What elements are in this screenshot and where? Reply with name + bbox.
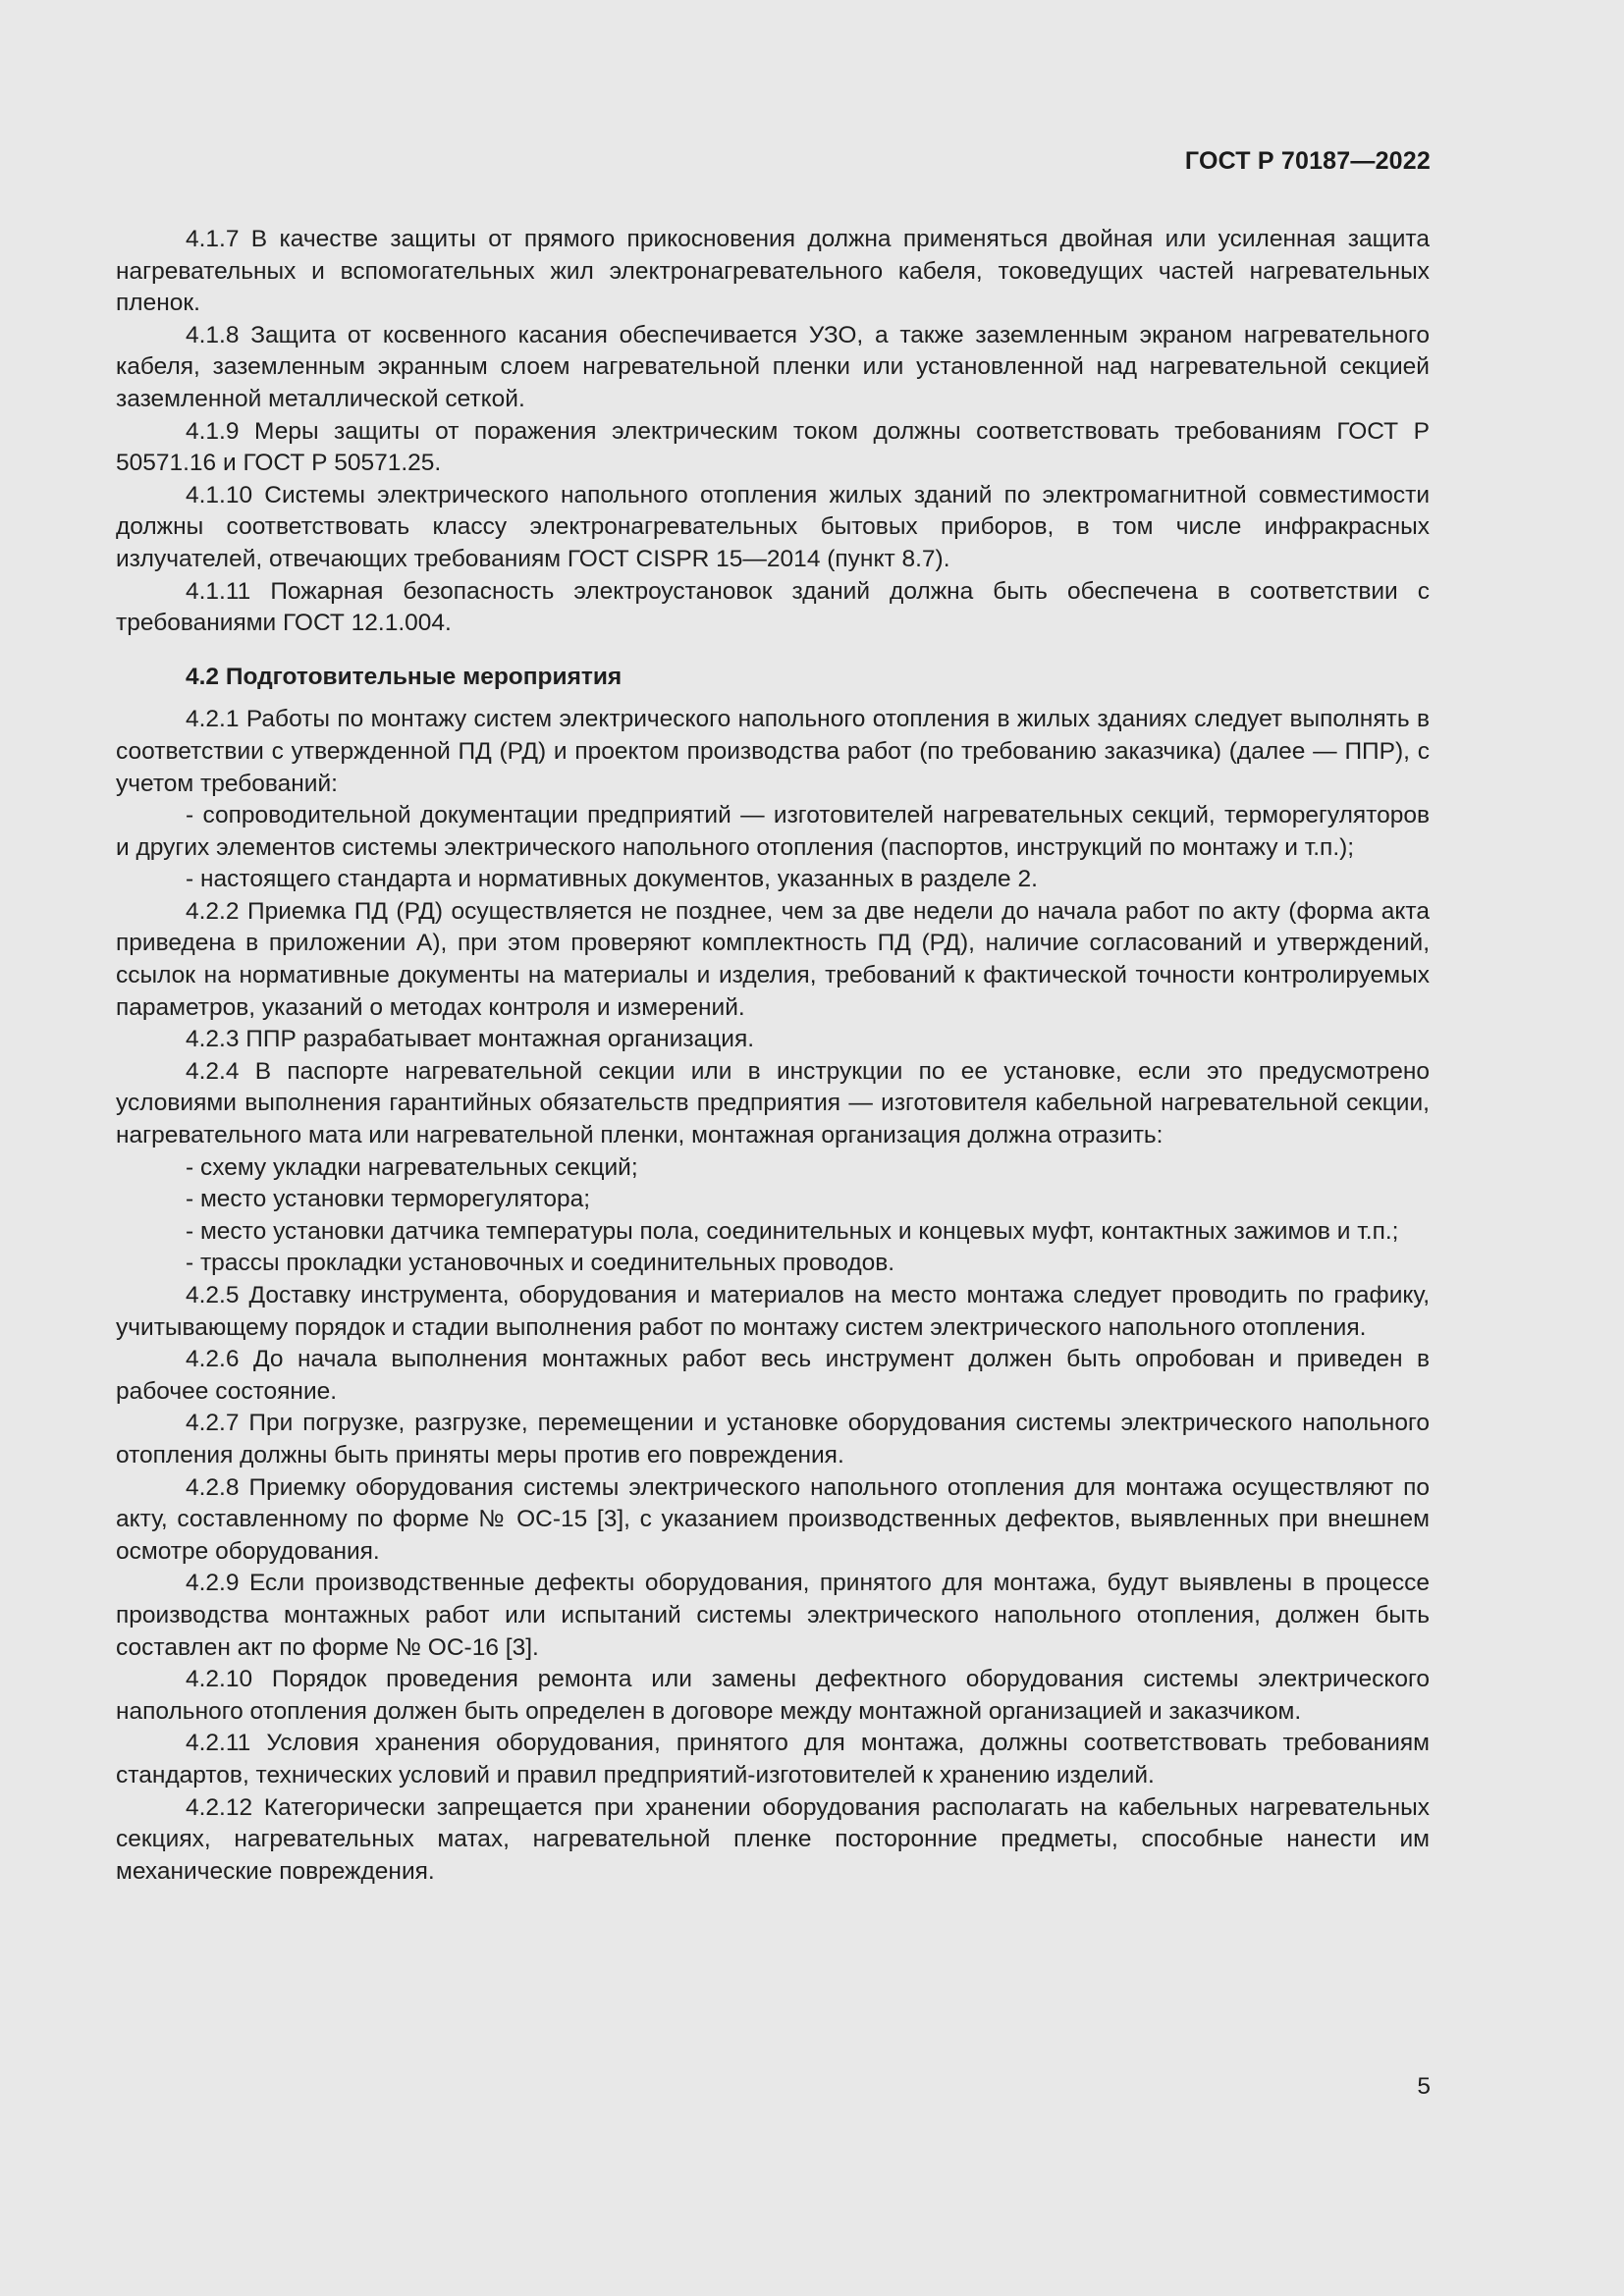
- paragraph-4-1-10: 4.1.10 Системы электрического напольного отопления жилых зданий по электромагнитной совместимости должны соответствовать классу электронагревательных бытовых приборов, в том числе инфракрасных излучателей, отвечающих требованиям ГОСТ CISPR 15—2014 (пункт 8.7).: [116, 481, 1430, 572]
- list-item: - место установки терморегулятора;: [186, 1186, 591, 1213]
- paragraph-4-2-3: 4.2.3 ППР разрабатывает монтажная организация.: [186, 1026, 755, 1053]
- paragraph-4-2-9: 4.2.9 Если производственные дефекты оборудования, принятого для монтажа, будут выявлены в процессе производства монтажных работ или испытаний системы электрического напольного отопления, должен быть составлен акт по форме № ОС-16 [3].: [116, 1570, 1430, 1661]
- paragraph-4-2-11: 4.2.11 Условия хранения оборудования, принятого для монтажа, должны соответствовать требованиям стандартов, технических условий и правил предприятий-изготовителей к хранению изделий.: [116, 1730, 1430, 1789]
- paragraph-4-2-4: 4.2.4 В паспорте нагревательной секции или в инструкции по ее установке, если это предусмотрено условиями выполнения гарантийных обязательств предприятия — изготовителя кабельной нагревательной секции, нагревательного мата или нагревательной пленки, монтажная организация должна отразить:: [116, 1057, 1430, 1149]
- document-code-header: ГОСТ Р 70187—2022: [1184, 147, 1431, 175]
- list-item: - сопроводительной документации предприятий — изготовителей нагревательных секций, терморегуляторов и других элементов системы электрического напольного отопления (паспортов, инструкций по монтажу и т.п.);: [116, 802, 1430, 861]
- page-number: 5: [1417, 2073, 1431, 2100]
- list-item: - схему укладки нагревательных секций;: [186, 1153, 638, 1181]
- paragraph-4-2-7: 4.2.7 При погрузке, разгрузке, перемещении и установке оборудования системы электрического напольного отопления должны быть приняты меры против его повреждения.: [116, 1410, 1430, 1468]
- paragraph-4-2-2: 4.2.2 Приемка ПД (РД) осуществляется не позднее, чем за две недели до начала работ по акту (форма акта приведена в приложении А), при этом проверяют комплектность ПД (РД), наличие согласований и утверждений, ссылок на нормативные документы на материалы и изделия, требований к фактической точности контролируемых параметров, указаний о методах контроля и измерений.: [116, 897, 1430, 1021]
- section-heading-4-2: 4.2 Подготовительные мероприятия: [186, 663, 623, 690]
- paragraph-4-1-8: 4.1.8 Защита от косвенного касания обеспечивается УЗО, а также заземленным экраном нагревательного кабеля, заземленным экранным слоем нагревательной пленки или установленной над нагревательной секцией заземленной металлической сеткой.: [116, 321, 1430, 412]
- paragraph-4-2-10: 4.2.10 Порядок проведения ремонта или замены дефектного оборудования системы электрического напольного отопления должен быть определен в договоре между монтажной организацией и заказчиком.: [116, 1666, 1430, 1725]
- paragraph-4-2-8: 4.2.8 Приемку оборудования системы электрического напольного отопления для монтажа осуществляют по акту, составленному по форме № ОС-15 [3], с указанием производственных дефектов, выявленных при внешнем осмотре оборудования.: [116, 1473, 1430, 1565]
- paragraph-4-1-9: 4.1.9 Меры защиты от поражения электрическим током должны соответствовать требованиям ГОСТ Р 50571.16 и ГОСТ Р 50571.25.: [116, 417, 1430, 477]
- list-item: - трассы прокладки установочных и соединительных проводов.: [186, 1250, 895, 1277]
- paragraph-4-2-12: 4.2.12 Категорически запрещается при хранении оборудования располагать на кабельных нагревательных секциях, нагревательных матах, нагревательной пленке посторонние предметы, способные нанести им механические повреждения.: [116, 1793, 1430, 1885]
- paragraph-4-1-11: 4.1.11 Пожарная безопасность электроустановок зданий должна быть обеспечена в соответствии с требованиями ГОСТ 12.1.004.: [116, 577, 1430, 637]
- paragraph-4-2-5: 4.2.5 Доставку инструмента, оборудования и материалов на место монтажа следует проводить по графику, учитывающему порядок и стадии выполнения работ по монтажу систем электрического напольного отопления.: [116, 1282, 1430, 1341]
- document-body: [116, 224, 1430, 1888]
- paragraph-4-1-7: 4.1.7 В качестве защиты от прямого прикосновения должна применяться двойная или усиленная защита нагревательных и вспомогательных жил электронагревательного кабеля, токоведущих частей нагревательных пленок.: [116, 226, 1430, 317]
- paragraph-4-2-6: 4.2.6 До начала выполнения монтажных работ весь инструмент должен быть опробован и приведен в рабочее состояние.: [116, 1346, 1430, 1405]
- list-item: - место установки датчика температуры пола, соединительных и концевых муфт, контактных зажимов и т.п.;: [186, 1217, 1399, 1245]
- list-item: - настоящего стандарта и нормативных документов, указанных в разделе 2.: [186, 866, 1038, 893]
- paragraph-4-2-1: 4.2.1 Работы по монтажу систем электрического напольного отопления в жилых зданиях следует выполнять в соответствии с утвержденной ПД (РД) и проектом производства работ (по требованию заказчика) (далее — ППР), с учетом требований:: [116, 706, 1430, 797]
